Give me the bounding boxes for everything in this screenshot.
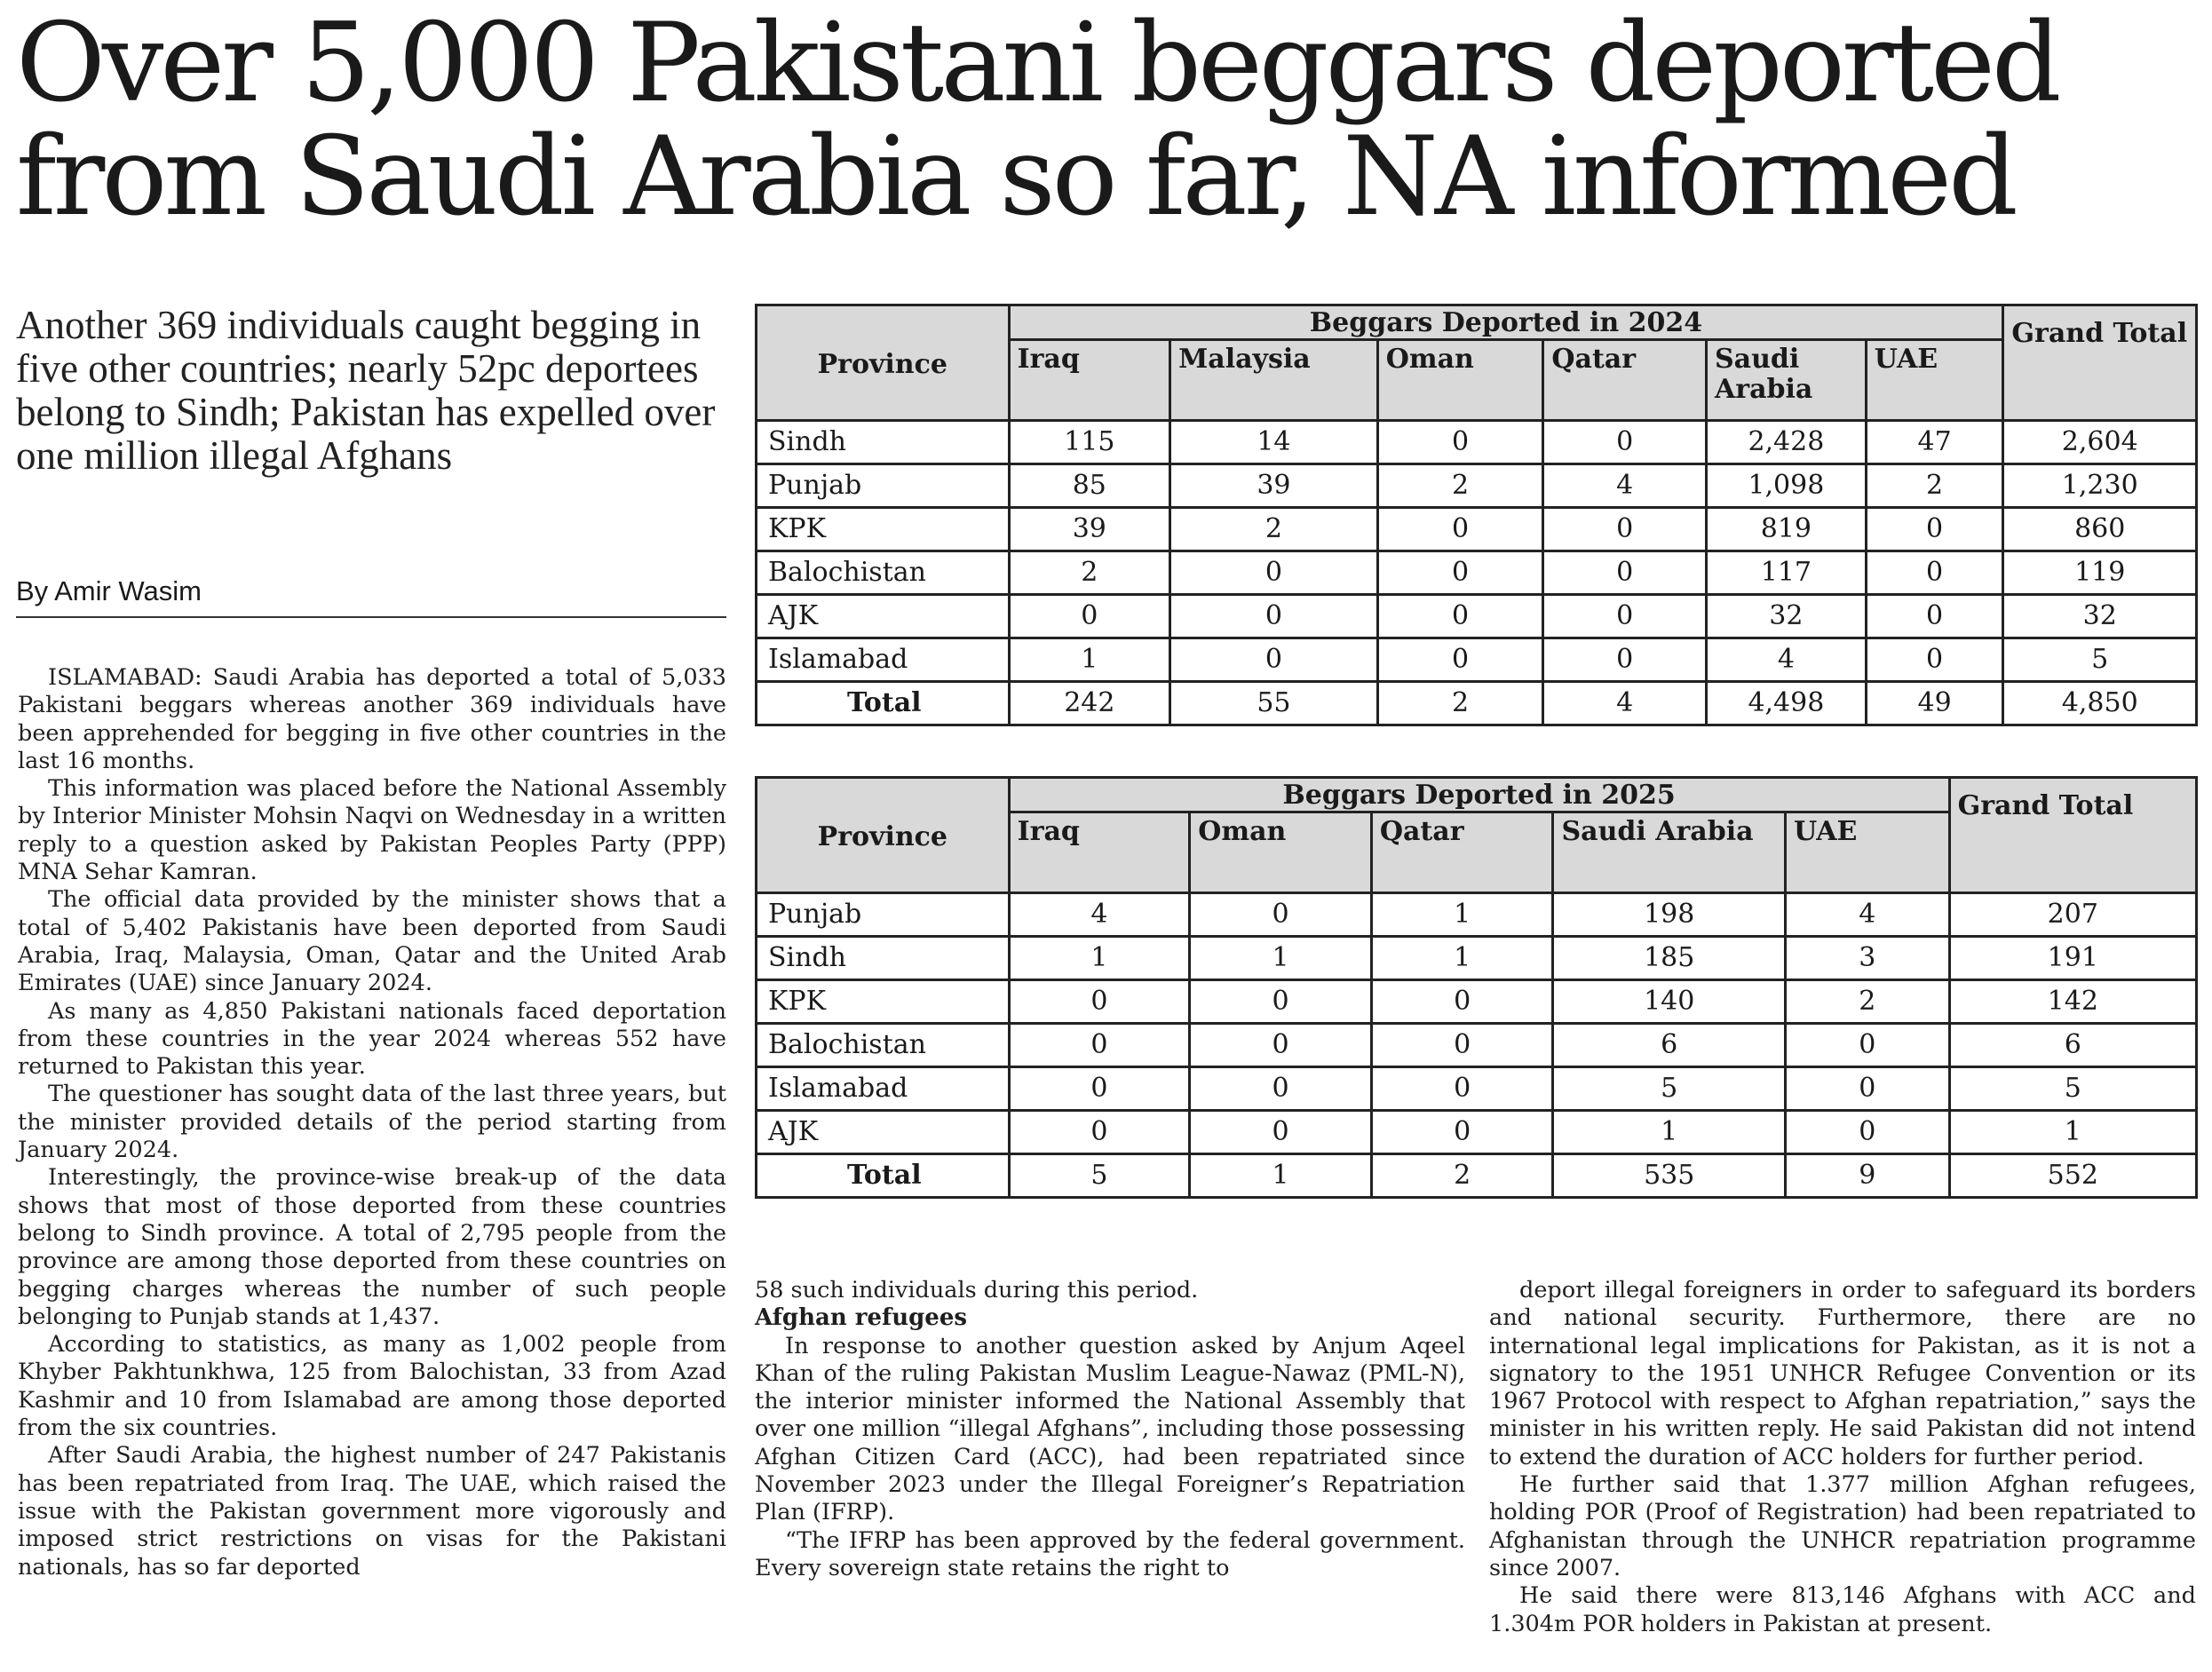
cell-grand-total: 4,850	[2003, 682, 2197, 725]
cell-value: 47	[1866, 421, 2003, 464]
column-2-continuation: 58 such individuals during this period.	[755, 1277, 1199, 1304]
cell-value: 0	[1377, 595, 1543, 638]
cell-value: 0	[1866, 508, 2003, 551]
cell-province: KPK	[757, 980, 1010, 1024]
table-row	[757, 595, 2197, 638]
headline-line-2: from Saudi Arabia so far, NA informed	[16, 114, 2015, 241]
cell-value: 0	[1543, 551, 1707, 595]
article-paragraph: ISLAMABAD: Saudi Arabia has deported a total of 5,033 Pakistani beggars whereas another 369 individuals have been apprehended for begging in five other countries in the last 16 months.	[18, 664, 726, 774]
table-row	[757, 1154, 2197, 1198]
cell-value: 0	[1543, 638, 1707, 682]
cell-value: 4	[1543, 682, 1707, 725]
article-paragraph: Interestingly, the province-wise break-up of the data shows that most of those deported from these countries belong to Sindh province. A total of 2,795 people from the province are among those deported from these countries on begging charges whereas the number of such people belonging to Punjab stands at 1,437.	[18, 1164, 726, 1330]
article-paragraph: This information was placed before the National Assembly by Interior Minister Mohsin Naqvi on Wednesday in a written reply to a question asked by Pakistan Peoples Party (PPP) MNA Sehar Kamran.	[18, 775, 726, 886]
cell-value: 2	[1009, 551, 1170, 595]
cell-value: 1	[1553, 1111, 1785, 1154]
cell-value: 0	[1543, 421, 1707, 464]
cell-value: 0	[1170, 595, 1378, 638]
cell-value: 0	[1190, 893, 1372, 937]
article-paragraph: The official data provided by the minister shows that a total of 5,402 Pakistanis have been deported from Saudi Arabia, Iraq, Malaysia, Oman, Qatar and the United Arab Emirates (UAE) since January 2024.	[18, 886, 726, 997]
cell-value: 55	[1170, 682, 1378, 725]
cell-value: 0	[1377, 551, 1543, 595]
header-grand-total: Grand Total	[2003, 305, 2197, 421]
table-row	[757, 980, 2197, 1024]
cell-value: 0	[1009, 980, 1190, 1024]
cell-value: 535	[1553, 1154, 1785, 1198]
header-province: Province	[757, 305, 1010, 421]
cell-grand-total: 860	[2003, 508, 2197, 551]
cell-value: 2,428	[1707, 421, 1867, 464]
cell-value: 0	[1866, 551, 2003, 595]
article-paragraph: After Saudi Arabia, the highest number of 247 Pakistanis has been repatriated from Iraq. The UAE, which raised the issue with the Pakistan government more vigorously and imposed strict restrictions on visas for the Pakistani nationals, has so far deported	[18, 1442, 726, 1581]
cell-value: 2	[1377, 682, 1543, 725]
cell-value: 1	[1009, 937, 1190, 980]
cell-value: 117	[1707, 551, 1867, 595]
headline	[16, 0, 2200, 241]
table-row	[757, 508, 2197, 551]
cell-value: 0	[1785, 1111, 1949, 1154]
header-country: UAE	[1866, 340, 2003, 421]
cell-value: 0	[1543, 595, 1707, 638]
article-column-3	[1489, 1277, 2196, 1638]
cell-grand-total: 191	[1949, 937, 2196, 980]
cell-grand-total: 32	[2003, 595, 2197, 638]
cell-province: Islamabad	[757, 1067, 1010, 1111]
cell-value: 1	[1371, 937, 1553, 980]
cell-grand-total: 207	[1949, 893, 2196, 937]
cell-province: Total	[757, 682, 1010, 725]
table-beggars-deported-2025	[755, 776, 2198, 1199]
headline-line-1: Over 5,000 Pakistani beggars deported	[16, 0, 2058, 127]
cell-value: 0	[1009, 595, 1170, 638]
header-country: Iraq	[1009, 812, 1190, 893]
cell-value: 242	[1009, 682, 1170, 725]
cell-grand-total: 6	[1949, 1024, 2196, 1067]
deck-subheadline: Another 369 individuals caught begging in five other countries; nearly 52pc deportees belong to Sindh; Pakistan has expelled over one million illegal Afghans	[16, 303, 716, 478]
table-row	[757, 1067, 2197, 1111]
header-country: Saudi Arabia	[1553, 812, 1785, 893]
table-row	[757, 937, 2197, 980]
cell-grand-total: 552	[1949, 1154, 2196, 1198]
cell-value: 0	[1190, 1111, 1372, 1154]
cell-value: 4	[1543, 464, 1707, 508]
article-paragraph: He said there were 813,146 Afghans with ACC and 1.304m POR holders in Pakistan at present.	[1489, 1582, 2196, 1637]
header-country: Qatar	[1371, 812, 1553, 893]
cell-value: 14	[1170, 421, 1378, 464]
cell-grand-total: 1,230	[2003, 464, 2197, 508]
cell-value: 0	[1371, 1111, 1553, 1154]
cell-value: 4	[1009, 893, 1190, 937]
cell-value: 39	[1009, 508, 1170, 551]
cell-value: 2	[1371, 1154, 1553, 1198]
cell-value: 2	[1866, 464, 2003, 508]
cell-value: 2	[1170, 508, 1378, 551]
article-column-1	[18, 664, 726, 1581]
article-paragraph: As many as 4,850 Pakistani nationals faced deportation from these countries in the year 2024 whereas 552 have returned to Pakistan this year.	[18, 997, 726, 1081]
cell-value: 185	[1553, 937, 1785, 980]
article-paragraph: According to statistics, as many as 1,002 people from Khyber Pakhtunkhwa, 125 from Balochistan, 33 from Azad Kashmir and 10 from Islamabad are among those deported from the six countries.	[18, 1331, 726, 1442]
cell-value: 1,098	[1707, 464, 1867, 508]
byline: By Amir Wasim	[16, 575, 726, 618]
cell-province: Islamabad	[757, 638, 1010, 682]
table-row	[757, 893, 2197, 937]
cell-province: Total	[757, 1154, 1010, 1198]
cell-grand-total: 5	[1949, 1067, 2196, 1111]
cell-value: 0	[1170, 551, 1378, 595]
header-country: Oman	[1377, 340, 1543, 421]
cell-value: 6	[1553, 1024, 1785, 1067]
cell-grand-total: 5	[2003, 638, 2197, 682]
article-paragraph: He further said that 1.377 million Afghan refugees, holding POR (Proof of Registration) had been repatriated to Afghanistan through the UNHCR repatriation programme since 2007.	[1489, 1471, 2196, 1581]
cell-value: 39	[1170, 464, 1378, 508]
cell-value: 1	[1190, 1154, 1372, 1198]
cell-value: 198	[1553, 893, 1785, 937]
cell-province: Punjab	[757, 893, 1010, 937]
table-title: Beggars Deported in 2025	[1009, 778, 1949, 812]
cell-value: 0	[1190, 980, 1372, 1024]
cell-value: 1	[1371, 893, 1553, 937]
cell-province: AJK	[757, 595, 1010, 638]
table-row	[757, 421, 2197, 464]
cell-value: 5	[1553, 1067, 1785, 1111]
cell-value: 0	[1009, 1067, 1190, 1111]
cell-value: 4,498	[1707, 682, 1867, 725]
cell-value: 0	[1377, 638, 1543, 682]
cell-value: 0	[1377, 421, 1543, 464]
cell-value: 0	[1371, 1067, 1553, 1111]
cell-value: 0	[1371, 980, 1553, 1024]
cell-province: AJK	[757, 1111, 1010, 1154]
header-grand-total: Grand Total	[1949, 778, 2196, 893]
cell-value: 0	[1785, 1067, 1949, 1111]
cell-value: 0	[1009, 1024, 1190, 1067]
header-country: Malaysia	[1170, 340, 1378, 421]
table-row	[757, 551, 2197, 595]
cell-value: 0	[1190, 1067, 1372, 1111]
header-country: Saudi Arabia	[1707, 340, 1867, 421]
table-row	[757, 1024, 2197, 1067]
header-country: Iraq	[1009, 340, 1170, 421]
table-row	[757, 682, 2197, 725]
cell-value: 0	[1543, 508, 1707, 551]
cell-grand-total: 1	[1949, 1111, 2196, 1154]
cell-value: 4	[1707, 638, 1867, 682]
cell-grand-total: 119	[2003, 551, 2197, 595]
cell-province: Sindh	[757, 421, 1010, 464]
article-paragraph: “The IFRP has been approved by the federal government. Every sovereign state retains the right to	[755, 1526, 1465, 1581]
cell-value: 115	[1009, 421, 1170, 464]
cell-value: 32	[1707, 595, 1867, 638]
header-province: Province	[757, 778, 1010, 893]
cell-province: KPK	[757, 508, 1010, 551]
table-row	[757, 638, 2197, 682]
article-paragraph: The questioner has sought data of the last three years, but the minister provided details of the period starting from January 2024.	[18, 1081, 726, 1164]
article-column-2	[755, 1277, 1465, 1582]
article-paragraph: deport illegal foreigners in order to safeguard its borders and national security. Furthermore, there are no international legal implications for Pakistan, as it is not a signatory to the 1951 UNHCR Refugee Convention or its 1967 Protocol with respect to Afghan repatriation,” says the minister in his written reply. He said Pakistan did not intend to extend the duration of ACC holders for further period.	[1489, 1277, 2196, 1470]
cell-value: 2	[1785, 980, 1949, 1024]
cell-value: 0	[1190, 1024, 1372, 1067]
cell-province: Balochistan	[757, 1024, 1010, 1067]
cell-value: 140	[1553, 980, 1785, 1024]
header-country: UAE	[1785, 812, 1949, 893]
cell-province: Balochistan	[757, 551, 1010, 595]
cell-value: 49	[1866, 682, 2003, 725]
cell-value: 0	[1866, 638, 2003, 682]
subhead-afghan-refugees: Afghan refugees	[755, 1304, 968, 1332]
cell-value: 4	[1785, 893, 1949, 937]
cell-value: 0	[1785, 1024, 1949, 1067]
cell-province: Punjab	[757, 464, 1010, 508]
cell-value: 0	[1371, 1024, 1553, 1067]
header-country: Qatar	[1543, 340, 1707, 421]
cell-value: 5	[1009, 1154, 1190, 1198]
cell-value: 819	[1707, 508, 1867, 551]
table-row	[757, 464, 2197, 508]
cell-value: 0	[1866, 595, 2003, 638]
cell-grand-total: 2,604	[2003, 421, 2197, 464]
cell-value: 3	[1785, 937, 1949, 980]
table-beggars-deported-2024	[755, 304, 2198, 726]
header-country: Oman	[1190, 812, 1372, 893]
cell-value: 0	[1170, 638, 1378, 682]
cell-value: 2	[1377, 464, 1543, 508]
cell-value: 0	[1009, 1111, 1190, 1154]
cell-value: 0	[1377, 508, 1543, 551]
cell-province: Sindh	[757, 937, 1010, 980]
article-paragraph: In response to another question asked by Anjum Aqeel Khan of the ruling Pakistan Muslim League-Nawaz (PML-N), the interior minister informed the National Assembly that over one million “illegal Afghans”, including those possessing Afghan Citizen Card (ACC), had been repatriated since November 2023 under the Illegal Foreigner’s Repatriation Plan (IFRP).	[755, 1332, 1465, 1526]
cell-value: 9	[1785, 1154, 1949, 1198]
table-title: Beggars Deported in 2024	[1009, 305, 2003, 340]
table-row	[757, 1111, 2197, 1154]
cell-value: 85	[1009, 464, 1170, 508]
cell-value: 1	[1190, 937, 1372, 980]
cell-value: 1	[1009, 638, 1170, 682]
cell-grand-total: 142	[1949, 980, 2196, 1024]
